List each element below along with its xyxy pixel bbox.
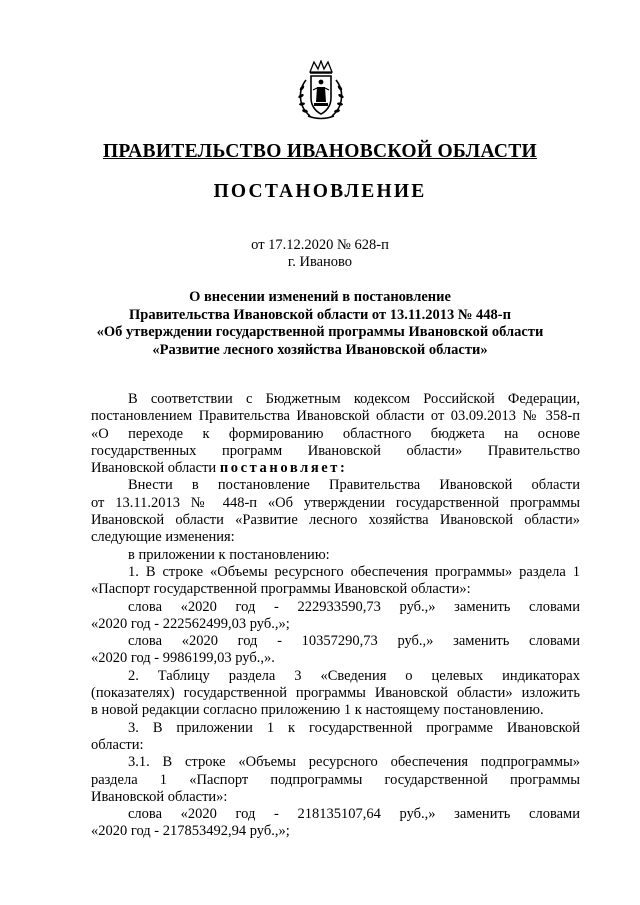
document-body xyxy=(91,391,580,841)
paragraph-words-2 xyxy=(91,633,580,668)
text-fragment: Ивановской области xyxy=(91,460,220,477)
title-line: «Об утверждении государственной программы Ивановской области xyxy=(96,324,544,340)
text-line: следующие изменения: xyxy=(91,529,235,546)
text-line: (показателях) государственной программы Ивановской области» изложить xyxy=(91,685,580,702)
document-date-number: от 17.12.2020 № 628-п xyxy=(251,237,389,253)
paragraph-item-2 xyxy=(91,668,580,720)
paragraph-item-3-1 xyxy=(91,754,580,806)
text-line: раздела 1 «Паспорт подпрограммы государственной программы xyxy=(91,771,580,788)
text-line: в новой редакции согласно приложению 1 к настоящему постановлению. xyxy=(91,702,544,719)
text-line: слова «2020 год - 218135107,64 руб.,» заменить словами xyxy=(128,806,580,823)
title-line: Правительства Ивановской области от 13.11.2013 № 448-п xyxy=(129,306,511,323)
text-line: 2. Таблицу раздела 3 «Сведения о целевых индикаторах xyxy=(128,667,580,684)
text-line: «2020 год - 217853492,94 руб.,»; xyxy=(91,823,290,840)
title-line: «Развитие лесного хозяйства Ивановской области» xyxy=(152,341,488,358)
title-line: О внесении изменений в постановление xyxy=(189,289,451,305)
document-title xyxy=(60,289,580,359)
paragraph-item-1 xyxy=(91,564,580,599)
text-line: 3.1. В строке «Объемы ресурсного обеспечения подпрограммы» xyxy=(128,754,580,771)
paragraph-preamble xyxy=(91,391,580,477)
text-line: 3. В приложении 1 к государственной программе Ивановской xyxy=(128,719,580,736)
paragraph-item-3 xyxy=(91,720,580,755)
text-line: постановлением Правительства Ивановской области от 03.09.2013 № 358-п xyxy=(91,408,580,425)
paragraph-amend xyxy=(91,477,580,546)
document-city: г. Иваново xyxy=(287,254,353,270)
paragraph-words-3 xyxy=(91,806,580,841)
text-line: области: xyxy=(91,736,144,753)
text-line xyxy=(91,460,580,477)
text-line: слова «2020 год - 10357290,73 руб.,» заменить словами xyxy=(128,633,580,650)
coat-of-arms-icon xyxy=(296,60,346,122)
text-line: «2020 год - 9986199,03 руб.,». xyxy=(91,650,275,667)
organization-name: ПРАВИТЕЛЬСТВО ИВАНОВСКОЙ ОБЛАСТИ xyxy=(102,141,538,162)
text-line: государственных программ Ивановской области» Правительство xyxy=(91,442,580,459)
text-line: 1. В строке «Объемы ресурсного обеспечения программы» раздела 1 xyxy=(128,563,580,580)
document-type: ПОСТАНОВЛЕНИЕ xyxy=(213,181,427,202)
text-line: В соответствии с Бюджетным кодексом Российской Федерации, xyxy=(128,391,580,407)
text-line: «2020 год - 222562499,03 руб.,»; xyxy=(91,615,290,632)
text-line: слова «2020 год - 222933590,73 руб.,» заменить словами xyxy=(128,598,580,615)
text-line: «О переходе к формированию областного бюджета на основе xyxy=(91,425,580,442)
text-line: Ивановской области «Развитие лесного хозяйства Ивановской области» xyxy=(91,512,580,529)
paragraph-words-1 xyxy=(91,599,580,634)
text-line: Ивановской области»: xyxy=(91,788,228,805)
resolve-word: постановляет: xyxy=(219,460,348,477)
text-line: Внести в постановление Правительства Ивановской области xyxy=(128,477,580,494)
text-line: «Паспорт государственной программы Ивановской области»: xyxy=(91,581,471,598)
text-line: от 13.11.2013 № 448-п «Об утверждении государственной программы xyxy=(91,494,580,511)
paragraph-appendix: в приложении к постановлению: xyxy=(128,546,330,563)
